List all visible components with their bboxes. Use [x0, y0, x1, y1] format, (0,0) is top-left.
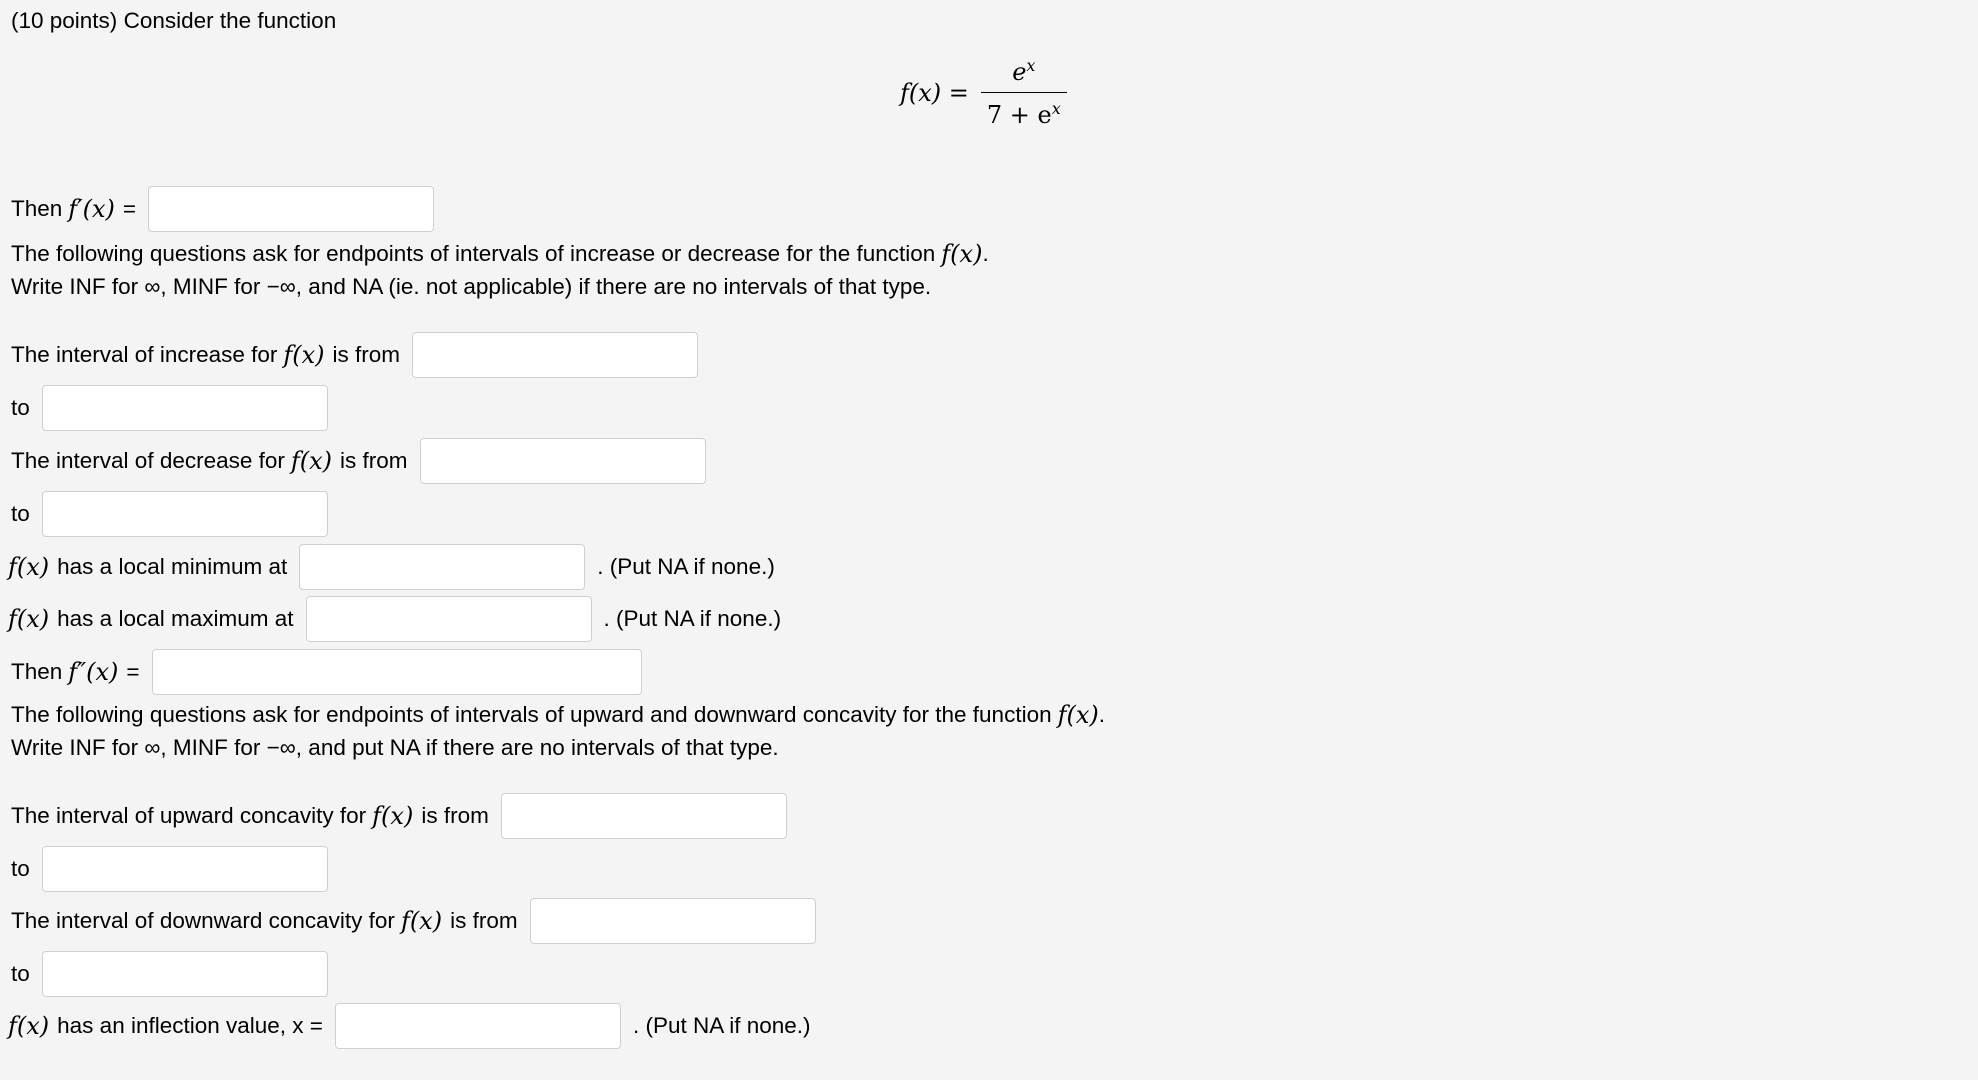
section2-intro-text: The following questions ask for endpoints of intervals of upward and downward concavity for the function — [11, 702, 1052, 727]
local-min-row — [8, 544, 775, 590]
section1-intro-line2 — [11, 274, 931, 300]
upward-from-input[interactable] — [501, 793, 787, 839]
local-max-math: f(x) — [8, 605, 50, 633]
downward-suffix: is from — [450, 908, 518, 933]
increase-suffix: is from — [332, 342, 401, 367]
formula-fraction — [981, 56, 1067, 129]
upward-to-row — [11, 846, 328, 892]
increase-from-input[interactable] — [412, 332, 698, 378]
increase-math: f(x) — [283, 341, 325, 369]
downward-row — [11, 898, 816, 944]
formula-denominator: $7 + e^x$ — [981, 92, 1067, 129]
first-derivative-equals: = — [122, 196, 137, 221]
section1-intro-math: f(x) — [941, 240, 983, 268]
section1-intro-line1 — [11, 240, 989, 268]
section2-intro-text2: Write INF for ∞, MINF for −∞, and put NA if there are no intervals of that type. — [11, 735, 779, 760]
section2-intro-math: f(x) — [1057, 701, 1099, 729]
section2-intro-end: . — [1098, 702, 1106, 727]
first-derivative-input[interactable] — [148, 186, 434, 232]
section2-intro-line1 — [11, 701, 1105, 729]
problem-header — [11, 8, 336, 34]
section1-intro-text2: Write INF for ∞, MINF for −∞, and NA (ie. not applicable) if there are no intervals of that type. — [11, 274, 932, 299]
section1-intro-end: . — [982, 241, 989, 266]
first-derivative-row — [11, 186, 434, 232]
first-derivative-symbol: f′(x) — [68, 195, 115, 223]
local-max-input[interactable] — [306, 596, 592, 642]
prompt-text: Consider the function — [123, 8, 337, 33]
local-min-math: f(x) — [8, 553, 50, 581]
upward-suffix: is from — [421, 803, 489, 828]
upward-row — [11, 793, 787, 839]
second-derivative-input[interactable] — [152, 649, 642, 695]
inflection-row — [8, 1003, 811, 1049]
downward-from-input[interactable] — [530, 898, 816, 944]
downward-to-row — [11, 951, 328, 997]
function-formula — [900, 56, 1067, 129]
local-min-label: has a local minimum at — [57, 554, 288, 579]
decrease-label: The interval of decrease for — [11, 448, 285, 473]
inflection-label: has an inflection value, x = — [57, 1013, 323, 1038]
increase-to-input[interactable] — [42, 385, 328, 431]
local-max-row — [8, 596, 781, 642]
upward-to-input[interactable] — [42, 846, 328, 892]
decrease-from-input[interactable] — [420, 438, 706, 484]
upward-math: f(x) — [372, 802, 414, 830]
increase-to-row — [11, 385, 328, 431]
local-max-label: has a local maximum at — [57, 606, 294, 631]
formula-lhs: f(x) = — [900, 78, 969, 107]
increase-to-label: to — [11, 395, 30, 420]
points-label: (10 points) — [11, 8, 118, 33]
second-derivative-row — [11, 649, 642, 695]
local-min-input[interactable] — [299, 544, 585, 590]
decrease-to-label: to — [11, 501, 30, 526]
second-derivative-equals: = — [126, 659, 140, 684]
downward-to-label: to — [11, 961, 30, 986]
downward-math: f(x) — [400, 907, 443, 935]
downward-to-input[interactable] — [42, 951, 328, 997]
decrease-to-input[interactable] — [42, 491, 328, 537]
increase-row — [11, 332, 698, 378]
local-max-note: . (Put NA if none.) — [603, 606, 782, 631]
second-derivative-then: Then — [11, 659, 63, 684]
decrease-math: f(x) — [290, 447, 333, 475]
upward-to-label: to — [11, 856, 30, 881]
inflection-math: f(x) — [8, 1012, 50, 1040]
local-min-note: . (Put NA if none.) — [597, 554, 775, 579]
first-derivative-then: Then — [11, 196, 63, 221]
decrease-to-row — [11, 491, 328, 537]
inflection-input[interactable] — [335, 1003, 621, 1049]
decrease-row — [11, 438, 706, 484]
section2-intro-line2 — [11, 735, 779, 761]
formula-numerator: $e^x$ — [1012, 56, 1036, 86]
downward-label: The interval of downward concavity for — [11, 908, 395, 933]
inflection-note: . (Put NA if none.) — [632, 1013, 811, 1038]
second-derivative-symbol: f″(x) — [68, 658, 119, 686]
upward-label: The interval of upward concavity for — [11, 803, 367, 828]
increase-label: The interval of increase for — [11, 342, 278, 367]
decrease-suffix: is from — [340, 448, 408, 473]
section1-intro-text: The following questions ask for endpoints of intervals of increase or decrease for the function — [11, 241, 936, 266]
